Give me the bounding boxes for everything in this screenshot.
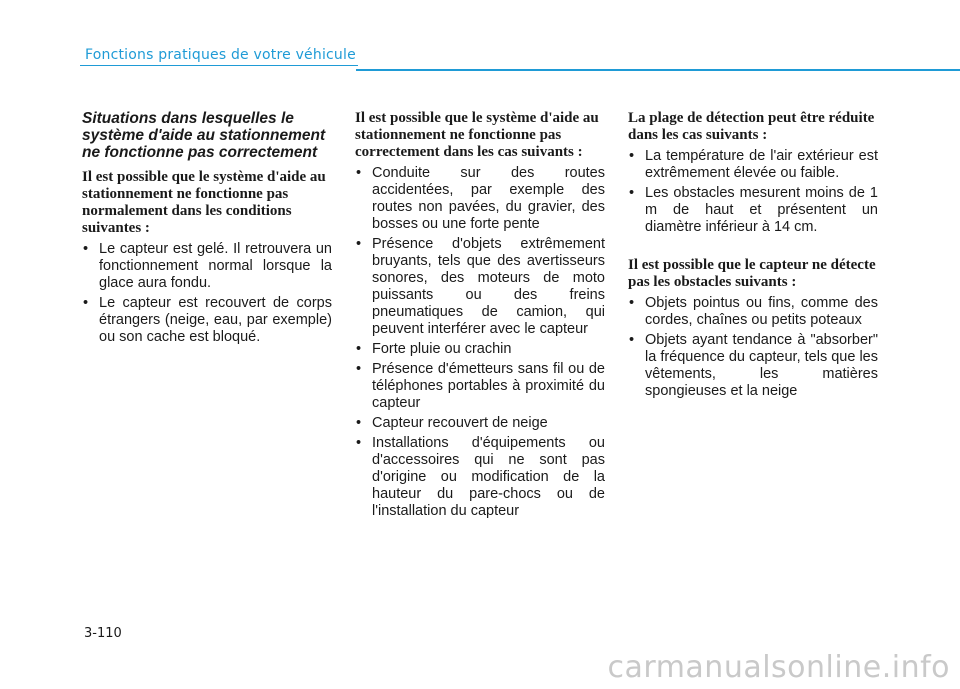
list-item: • Le capteur est gelé. Il retrouvera un fonctionnement normal lorsque la glace aura fondu. — [82, 241, 332, 292]
subheading: Il est possible que le système d'aide au stationnement ne fonctionne pas correctement dans les cas suivants : — [355, 110, 599, 160]
page-number: 3-110 — [84, 626, 122, 641]
subheading: Il est possible que le système d'aide au stationnement ne fonctionne pas normalement dans les conditions suivantes : — [82, 169, 326, 236]
column-3 — [628, 110, 878, 403]
bullet-list — [628, 295, 878, 400]
header-divider — [356, 69, 960, 71]
bullet-list — [82, 241, 332, 346]
list-item: • Forte pluie ou crachin — [355, 341, 605, 358]
bullet-list — [355, 165, 605, 520]
list-item: • Installations d'équipements ou d'accessoires qui ne sont pas d'origine ou modification de la hauteur du pare-chocs ou de l'installation du capteur — [355, 435, 605, 520]
list-item: • La température de l'air extérieur est extrêmement élevée ou faible. — [628, 148, 878, 182]
column-2 — [355, 110, 605, 523]
list-item: • Le capteur est recouvert de corps étrangers (neige, eau, par exemple) ou son cache est bloqué. — [82, 295, 332, 346]
subheading: Il est possible que le capteur ne détecte pas les obstacles suivants : — [628, 257, 876, 290]
header-divider-left — [80, 65, 358, 66]
section-heading: Situations dans lesquelles le système d'aide au stationnement ne fonctionne pas correctement — [82, 110, 326, 161]
list-item: • Objets pointus ou fins, comme des cordes, chaînes ou petits poteaux — [628, 295, 878, 329]
bullet-list — [628, 148, 878, 236]
list-item: • Conduite sur des routes accidentées, par exemple des routes non pavées, du gravier, des bosses ou une forte pente — [355, 165, 605, 233]
list-item: • Présence d'objets extrêmement bruyants, tels que des avertisseurs sonores, des moteurs de moto puissants ou des freins pneumatiques de camion, qui peuvent interférer avec le capteur — [355, 236, 605, 338]
list-item: • Capteur recouvert de neige — [355, 415, 605, 432]
column-1 — [82, 110, 332, 349]
subheading: La plage de détection peut être réduite dans les cas suivants : — [628, 110, 875, 143]
list-item: • Objets ayant tendance à "absorber" la fréquence du capteur, tels que les vêtements, les matières spongieuses et la neige — [628, 332, 878, 400]
section-title: Fonctions pratiques de votre véhicule — [85, 47, 356, 63]
list-item: • Les obstacles mesurent moins de 1 m de haut et présentent un diamètre inférieur à 14 cm. — [628, 185, 878, 236]
watermark: carmanualsonline.info — [607, 650, 950, 685]
list-item: • Présence d'émetteurs sans fil ou de téléphones portables à proximité du capteur — [355, 361, 605, 412]
